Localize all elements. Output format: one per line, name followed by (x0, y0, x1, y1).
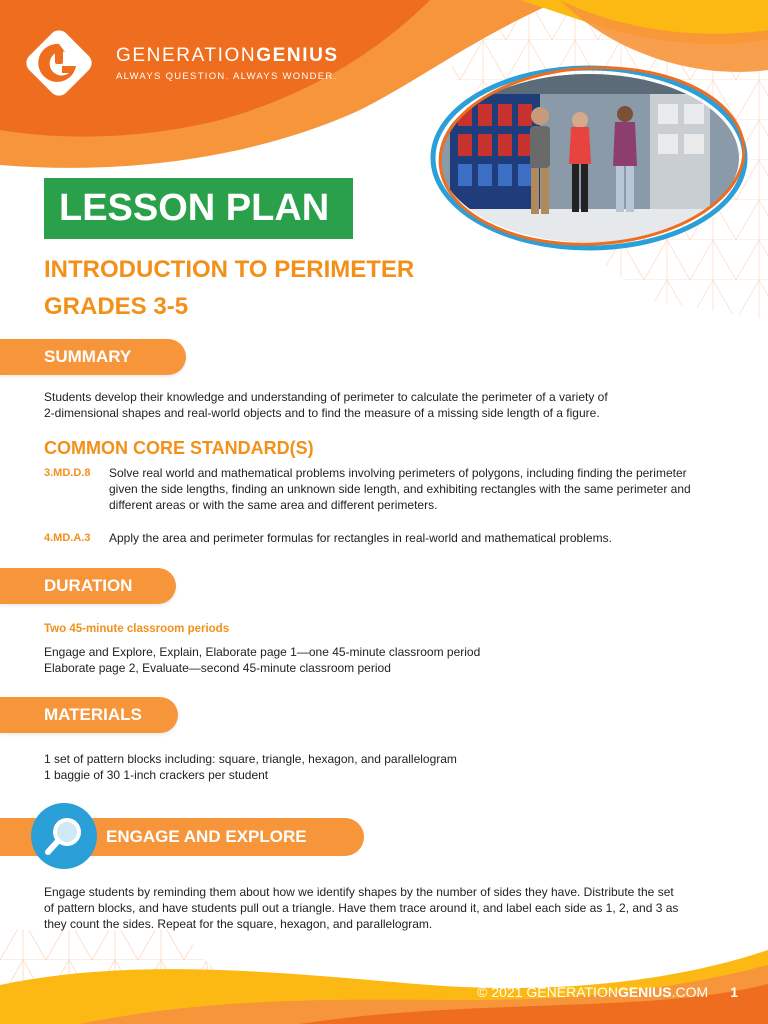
magnifier-icon (30, 802, 98, 870)
list-item: 1 set of pattern blocks including: square, triangle, hexagon, and parallelogram (44, 752, 457, 766)
engage-heading: ENGAGE AND EXPLORE (0, 818, 364, 856)
footer (477, 984, 738, 1000)
brand-text (116, 45, 339, 82)
summary-heading: SUMMARY (0, 339, 186, 375)
standard-item (44, 530, 734, 546)
footer-copyright: © 2021 (477, 984, 527, 1000)
page-number: 1 (730, 984, 738, 1000)
brand-logo[interactable] (18, 22, 339, 104)
materials-list (44, 751, 734, 783)
hero-photo (430, 64, 748, 252)
brand-name: GENERATIONGENIUS (116, 44, 339, 66)
materials-heading: MATERIALS (0, 697, 178, 733)
brand-tagline: ALWAYS QUESTION. ALWAYS WONDER. (116, 70, 338, 82)
standard-code: 3.MD.D.8 (44, 467, 91, 479)
duration-text: Engage and Explore, Explain, Elaborate page 1—one 45-minute classroom period Elaborate page 2, Evaluate—second 45-minute classroom period (44, 645, 481, 675)
standard-description: Apply the area and perimeter formulas for rectangles in real-world and mathematical problems. (109, 531, 612, 545)
standard-description: Solve real world and mathematical problems involving perimeters of polygons, including finding the perimeter given the side lengths, finding an unknown side length, and exhibiting rectangles with the same perimeter and different areas or with the same area and different perimeters. (109, 466, 691, 512)
standards-heading: COMMON CORE STANDARD(S) (44, 438, 314, 458)
standard-code: 4.MD.A.3 (44, 532, 91, 544)
footer-brand-bold: GENIUS (617, 984, 672, 1000)
list-item: 1 baggie of 30 1-inch crackers per student (44, 768, 269, 782)
engage-text: Engage students by reminding them about how we identify shapes by the number of sides they have. Distribute the set of pattern blocks, and have students pull out a triangle. Have them trace around it, and label each side as 1, 2, and 3 as they count the sides. Repeat for the square, hexagon, and parallelogram. (44, 885, 679, 931)
footer-domain-suffix: .COM (671, 984, 709, 1000)
grade-level: GRADES 3-5 (44, 293, 189, 320)
duration-heading: DURATION (0, 568, 176, 604)
duration-periods: Two 45-minute classroom periods (44, 623, 230, 635)
lesson-title: INTRODUCTION TO PERIMETER (44, 256, 415, 283)
logo-microscope-icon (18, 22, 100, 104)
lesson-plan-banner: LESSON PLAN (44, 178, 353, 239)
summary-text: Students develop their knowledge and understanding of perimeter to calculate the perimeter of a variety of 2-dimensional shapes and real-world objects and to find the measure of a missing side length of a figure. (44, 390, 608, 420)
footer-brand-light: GENERATION (526, 984, 618, 1000)
standard-item (44, 465, 734, 513)
